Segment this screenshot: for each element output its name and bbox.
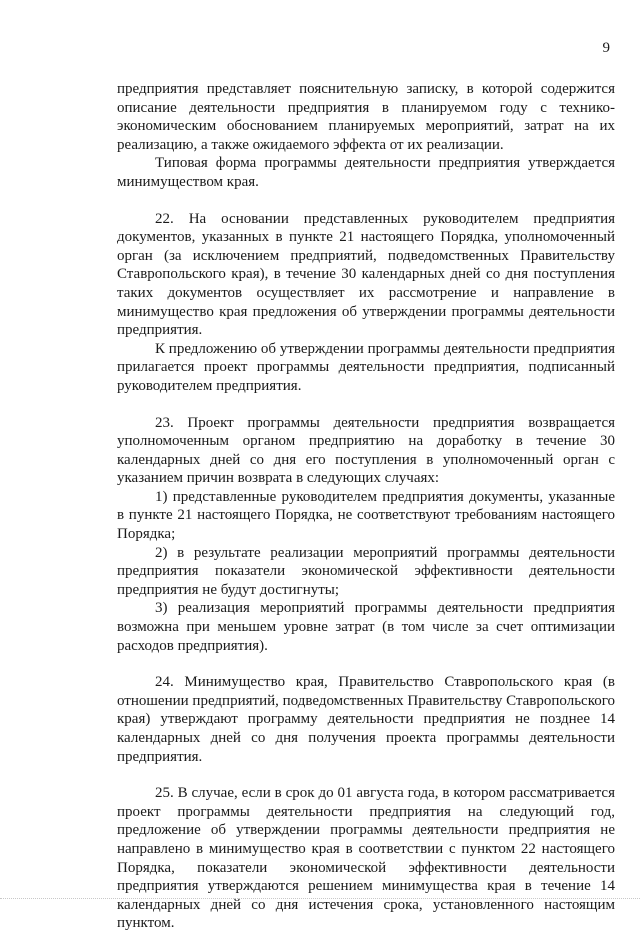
page-number: 9: [602, 40, 610, 56]
paragraph-explanatory-note: предприятия представляет пояснительную записку, в которой содержится описание деятельности предприятия в планируемом году с технико-экономическим обоснованием планируемых мероприятий, затрат на их реализацию, а также ожидаемого эффекта от их реализации.: [117, 81, 615, 153]
list-item-clause-23-1: 1) представленные руководителем предприятия документы, указанные в пункте 21 настоящего Порядка, не соответствуют требованиям настоящего Порядка;: [117, 488, 615, 543]
footer-rule: [0, 898, 640, 899]
paragraph-clause-22-attachment: К предложению об утверждении программы деятельности предприятия прилагается проект программы деятельности предприятия, подписанный руководителем предприятия.: [117, 340, 615, 394]
paragraph-clause-25: 25. В случае, если в срок до 01 августа года, в котором рассматривается проект программы деятельности предприятия на следующий год, предложение об утверждении программы деятельности предприятия не направлено в минимущество края в соответствии с пунктом 22 настоящего Порядка, показатели экономической эффективности деятельности предприятия утверждаются решением минимущества края в течение 14 календарных дней со дня истечения срока, установленного настоящим пунктом.: [117, 785, 615, 932]
list-item-clause-23-3: 3) реализация мероприятий программы деятельности предприятия возможна при меньшем уровне затрат (в том числе за счет оптимизации расходов предприятия).: [117, 600, 615, 654]
paragraph-clause-24: 24. Минимущество края, Правительство Ставропольского края (в отношении предприятий, подведомственных Правительству Ставропольского края) утверждают программу деятельности предприятия не позднее 14 календарных дней со дня получения проекта программы деятельности предприятия.: [117, 674, 615, 765]
document-body: [117, 80, 615, 933]
paragraph-typical-form: Типовая форма программы деятельности предприятия утверждается минимуществом края.: [117, 155, 615, 190]
paragraph-clause-23: 23. Проект программы деятельности предприятия возвращается уполномоченным органом предприятию на доработку в течение 30 календарных дней со дня его поступления в уполномоченный орган с указанием причин возврата в следующих случаях:: [117, 414, 615, 487]
list-item-clause-23-2: 2) в результате реализации мероприятий программы деятельности предприятия показатели экономической эффективности деятельности предприятия не будут достигнуты;: [117, 544, 615, 598]
paragraph-clause-22: 22. На основании представленных руководителем предприятия документов, указанных в пункте 21 настоящего Порядка, уполномоченный орган (за исключением предприятий, подведомственных Правительству Ставропольского края), в течение 30 календарных дней со дня поступления таких документов осуществляет их рассмотрение и направление в минимущество края предложения об утверждении программы деятельности предприятия.: [117, 210, 615, 339]
